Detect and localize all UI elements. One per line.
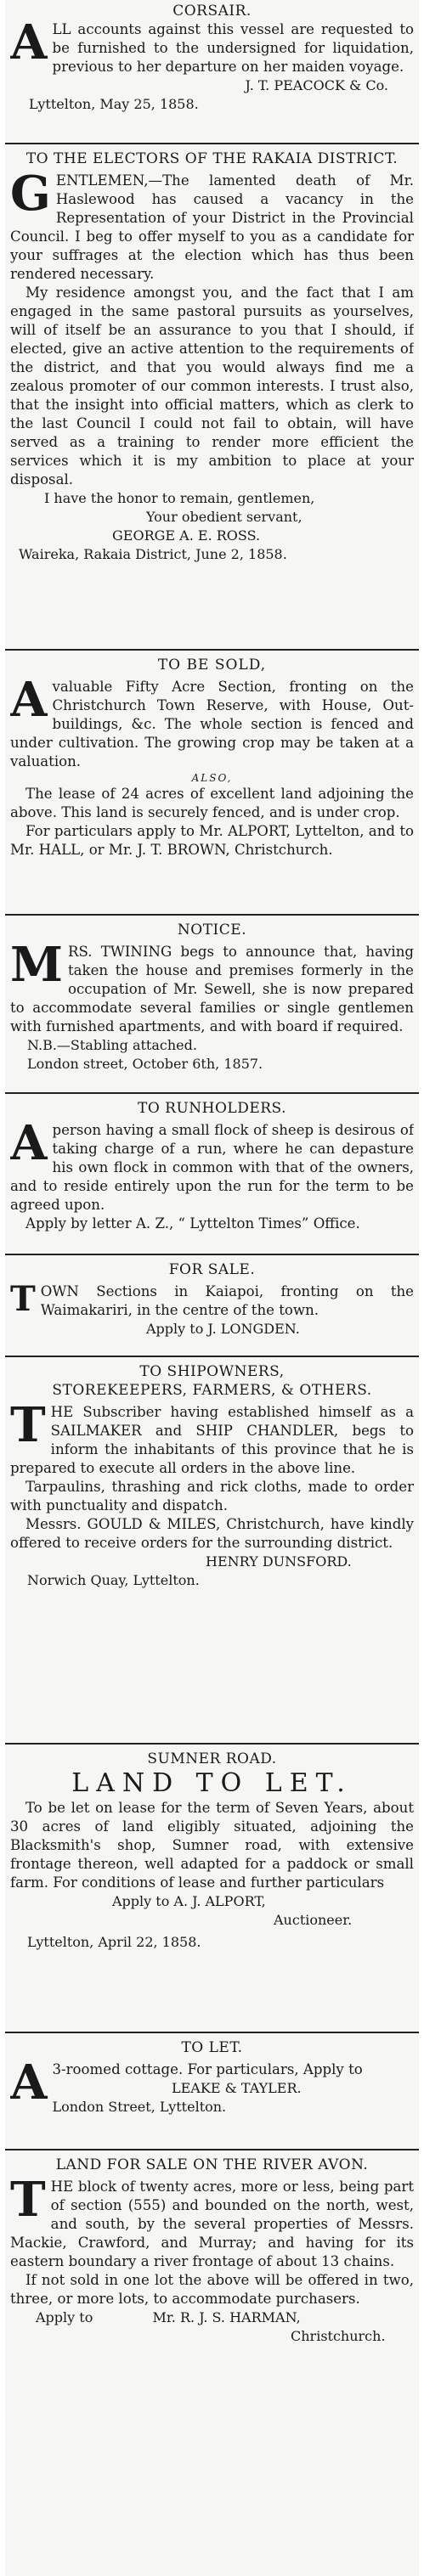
corsair-ad <box>10 2 414 114</box>
ad-apply: Apply to J. LONGDEN. <box>146 1321 300 1337</box>
drop-cap: A <box>10 14 48 70</box>
ad-text: Apply by letter A. Z., “ Lyttelton Times” Office. <box>25 1215 360 1232</box>
divider <box>5 143 419 144</box>
ad-text: 3-roomed cottage. For particulars, Apply to <box>52 2061 363 2077</box>
ad-servant: Your obedient servant, <box>146 509 302 525</box>
ad-signature: GEORGE A. E. ROSS. <box>112 527 261 544</box>
ad-heading: TO LET. <box>181 2039 243 2056</box>
ad-heading: TO THE ELECTORS OF THE RAKAIA DISTRICT. <box>25 150 399 167</box>
ad-name: Mr. R. J. S. HARMAN, <box>152 2309 301 2325</box>
divider <box>5 649 419 651</box>
ad-role: Auctioneer. <box>274 1912 353 1928</box>
tolet-ad <box>10 2038 414 2117</box>
ad-closing: I have the honor to remain, gentlemen, <box>44 490 315 506</box>
ad-heading: FOR SALE. <box>168 1261 256 1278</box>
ad-text: Tarpaulins, thrashing and rick cloths, made to order with punctuality and dispatch. <box>10 1479 414 1513</box>
ad-text: ENTLEMEN,—The lamented death of Mr. Haslewood has caused a vacancy in the Representation of your District in the Provincial Council. I beg to offer myself to you as a candidate for your suffrages at the election which has thus been rendered necessary. <box>10 172 414 282</box>
landsale-ad <box>10 2156 414 2346</box>
ad-heading: TO BE SOLD, <box>157 657 267 674</box>
ad-heading: TO SHIPOWNERS, <box>139 1363 285 1380</box>
ad-text: valuable Fifty Acre Section, fronting on the Christchurch Town Reserve, with House, Out-buildings, &c. The whole section is fenced and under cultivation. The growing crop may be taken at a valuation. <box>10 679 414 769</box>
ad-apply: Apply to <box>36 2309 93 2325</box>
ad-dateline: London Street, Lyttelton. <box>52 2099 227 2115</box>
ad-dateline: London street, October 6th, 1857. <box>27 1056 263 1072</box>
ad-text: My residence amongst you, and the fact that I am engaged in the same pastoral pursuits as yourselves, will of itself be an assurance to you that I should, if elected, give an active attention to the requirements of the district, and that you would always find me a zealous promoter of our common interests. I trust also, that the insight into official matters, which as clerk to the last Council I could not fail to obtain, will have served as a training to render more efficient the services which it is my ambition to place at your disposal. <box>10 285 414 488</box>
electors-ad <box>10 149 414 564</box>
runholders-ad <box>10 1099 414 1233</box>
sold-ad <box>10 656 414 860</box>
ad-subheading: STOREKEEPERS, FARMERS, & OTHERS. <box>52 1382 372 1399</box>
ad-text: HE block of twenty acres, more or less, being part of section (555) and bounded on the north, west, and south, by the several properties of Messrs. Mackie, Crawford, and Murray; and having for its eastern boundary a river frontage of about 13 chains. <box>10 2179 414 2269</box>
ad-nb: N.B.—Stabling attached. <box>27 1037 197 1053</box>
notice-ad <box>10 921 414 1074</box>
ad-text: For particulars apply to Mr. ALPORT, Lyttelton, and to Mr. HALL, or Mr. J. T. BROWN, Christchurch. <box>10 823 414 858</box>
divider <box>5 2149 419 2150</box>
ad-heading: LAND FOR SALE ON THE RIVER AVON. <box>55 2156 369 2173</box>
shipowners-ad <box>10 1362 414 1590</box>
sumner-ad <box>10 1750 414 1952</box>
drop-cap: A <box>10 1115 48 1171</box>
ad-dateline: Waireka, Rakaia District, June 2, 1858. <box>19 546 287 562</box>
divider <box>5 2032 419 2033</box>
ad-dateline: Lyttelton, April 22, 1858. <box>27 1934 201 1950</box>
ad-heading: NOTICE. <box>177 922 247 939</box>
ad-banner: LAND TO LET. <box>71 1768 353 1798</box>
ad-text: RS. TWINING begs to announce that, having taken the house and premises formerly in the occupation of Mr. Sewell, she is now prepared to accommodate several families or single gentlemen with furnished apartments, and with board if required. <box>10 944 414 1034</box>
ad-heading: SUMNER ROAD. <box>147 1750 277 1767</box>
ad-signature: HENRY DUNSFORD. <box>206 1553 352 1570</box>
ad-text: LL accounts against this vessel are requested to be furnished to the undersigned for liquidation, previous to her departure on her maiden voyage. <box>52 21 414 75</box>
ad-place: Christchurch. <box>291 2328 386 2344</box>
divider <box>5 1743 419 1745</box>
ad-signature: J. T. PEACOCK & Co. <box>245 77 388 93</box>
divider <box>5 1254 419 1255</box>
ad-apply: Apply to A. J. ALPORT, <box>112 1893 266 1909</box>
ad-text: person having a small flock of sheep is desirous of taking charge of a run, where he can depasture his own flock in common with that of the owners, and to reside entirely upon the run for the term to be agreed upon. <box>10 1122 414 1213</box>
newspaper-column <box>5 0 419 2576</box>
ad-dateline: Norwich Quay, Lyttelton. <box>27 1572 200 1588</box>
divider <box>5 1356 419 1357</box>
ad-text: The lease of 24 acres of excellent land adjoining the above. This land is securely fenced, and is under crop. <box>10 786 414 820</box>
drop-cap: A <box>10 672 48 728</box>
also-label: ALSO, <box>191 772 233 784</box>
ad-text: To be let on lease for the term of Seven Years, about 30 acres of land eligibly situated, adjoining the Blacksmith's shop, Sumner road, with extensive frontage thereon, well adapted for a paddock or small farm. For conditions of lease and further particulars <box>10 1800 414 1891</box>
divider <box>5 914 419 916</box>
ad-heading: CORSAIR. <box>172 3 252 20</box>
forsale-ad <box>10 1260 414 1339</box>
drop-cap: M <box>10 937 63 993</box>
ad-text: HE Subscriber having established himself as a SAILMAKER and SHIP CHANDLER, begs to inform the inhabitants of this province that he is prepared to execute all orders in the above line. <box>10 1404 414 1476</box>
drop-cap: A <box>10 2055 48 2111</box>
ad-text: OWN Sections in Kaiapoi, fronting on the Waimakariri, in the centre of the town. <box>40 1283 414 1318</box>
ad-text: Messrs. GOULD & MILES, Christchurch, have kindly offered to receive orders for the surrounding district. <box>10 1516 414 1551</box>
ad-heading: TO RUNHOLDERS. <box>137 1100 287 1117</box>
drop-cap: T <box>10 2172 46 2228</box>
drop-cap: T <box>10 1279 36 1319</box>
ad-text: If not sold in one lot the above will be offered in two, three, or more lots, to accommodate purchasers. <box>10 2272 414 2307</box>
drop-cap: G <box>10 166 51 222</box>
divider <box>5 1092 419 1094</box>
ad-dateline: Lyttelton, May 25, 1858. <box>29 96 199 112</box>
drop-cap: T <box>10 1397 46 1453</box>
ad-signature: LEAKE & TAYLER. <box>172 2080 302 2096</box>
